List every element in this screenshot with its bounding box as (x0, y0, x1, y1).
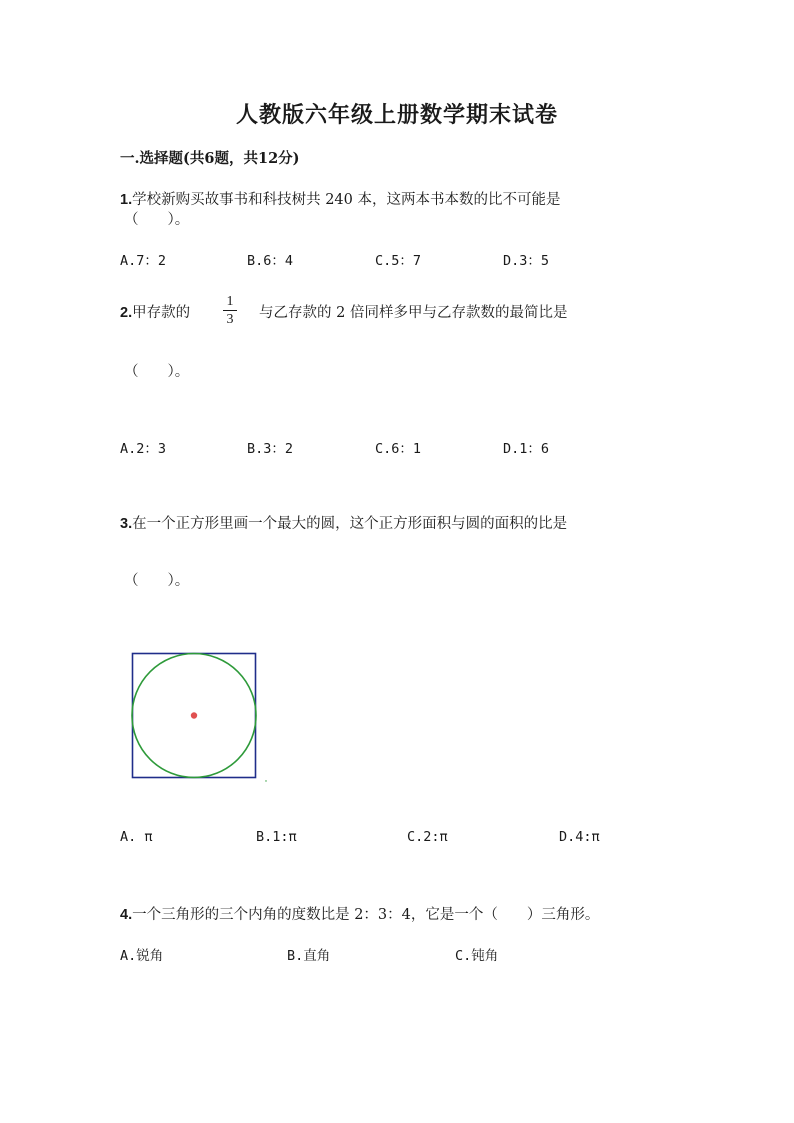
square-with-inscribed-circle-figure (128, 648, 273, 788)
question-text: 一个三角形的三个内角的度数比是 2：3：4，它是一个（ ）三角形。 (132, 907, 600, 923)
question-4-line-1 (120, 903, 599, 924)
question-3-line-1 (120, 512, 567, 533)
question-number: 2. (120, 305, 133, 321)
question-number: 4. (120, 907, 133, 923)
section-heading: 一.选择题(共6题，共12分) (120, 150, 300, 167)
option-a[interactable]: A. π (120, 829, 153, 845)
question-text: 甲存款的 (132, 305, 191, 321)
option-c[interactable]: C.2:π (407, 829, 448, 845)
question-2-line-1b: 与乙存款的 2 倍同样多甲与乙存款数的最简比是 (259, 305, 568, 321)
option-a[interactable]: A.7：2 (120, 253, 167, 269)
question-text: 学校新购买故事书和科技树共 240 本，这两本书本数的比不可能是 (132, 192, 561, 208)
option-d[interactable]: D.3：5 (503, 253, 550, 269)
page-title: 人教版六年级上册数学期末试卷 (235, 102, 558, 128)
option-b[interactable]: B.直角 (287, 948, 331, 964)
fraction-denominator: 3 (226, 312, 234, 327)
question-number: 3. (120, 516, 133, 532)
stray-dot (265, 780, 266, 781)
option-d[interactable]: D.1：6 (503, 441, 550, 457)
question-number: 1. (120, 192, 133, 208)
fraction-bar (223, 310, 237, 311)
question-1-blank: （ ）。 (124, 212, 190, 228)
question-text: 在一个正方形里画一个最大的圆，这个正方形面积与圆的面积的比是 (132, 516, 568, 532)
question-2-line-1a (120, 301, 190, 322)
option-c[interactable]: C.5：7 (375, 253, 422, 269)
option-c[interactable]: C.6：1 (375, 441, 422, 457)
option-d[interactable]: D.4:π (559, 829, 600, 845)
fraction-one-third (222, 294, 238, 327)
circle-center-dot (191, 712, 197, 718)
option-a[interactable]: A.2：3 (120, 441, 167, 457)
option-c[interactable]: C.钝角 (455, 948, 499, 964)
question-2-blank: （ ）。 (124, 364, 190, 380)
option-b[interactable]: B.1:π (256, 829, 297, 845)
question-3-blank: （ ）。 (124, 573, 190, 589)
option-a[interactable]: A.锐角 (120, 948, 164, 964)
option-b[interactable]: B.6：4 (247, 253, 294, 269)
question-1-line-1 (120, 188, 561, 209)
fraction-numerator: 1 (226, 294, 234, 309)
option-b[interactable]: B.3：2 (247, 441, 294, 457)
